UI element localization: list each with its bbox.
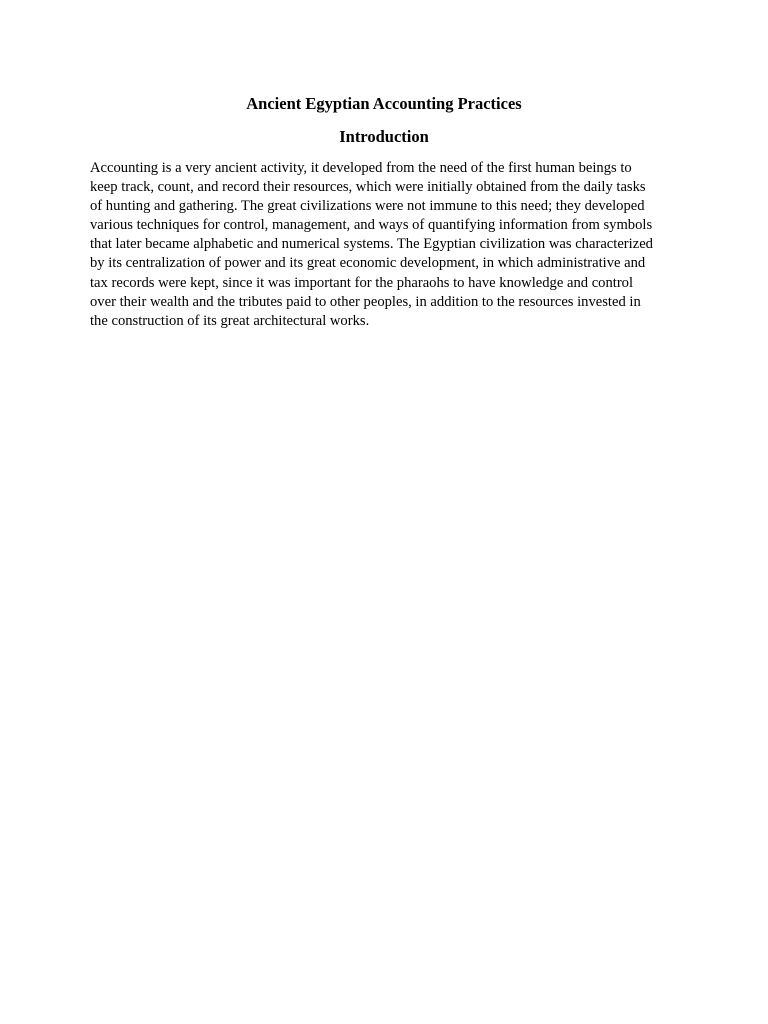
paragraph-line: of hunting and gathering. The great civilizations were not immune to this need; they developed	[90, 198, 645, 215]
paragraph-line: the construction of its great architectural works.	[90, 312, 370, 329]
paragraph-line: by its centralization of power and its great economic development, in which administrative and	[90, 255, 646, 272]
paragraph-line: over their wealth and the tributes paid to other peoples, in addition to the resources invested in	[90, 293, 641, 310]
introduction-paragraph	[90, 159, 680, 331]
paragraph-line: that later became alphabetic and numerical systems. The Egyptian civilization was characterized	[90, 236, 653, 253]
section-heading: Introduction	[339, 127, 429, 146]
document-title: Ancient Egyptian Accounting Practices	[246, 94, 522, 113]
paragraph-line: tax records were kept, since it was important for the pharaohs to have knowledge and control	[90, 274, 634, 291]
paragraph-line: keep track, count, and record their resources, which were initially obtained from the daily tasks	[90, 179, 646, 196]
paragraph-line: Accounting is a very ancient activity, it developed from the need of the first human beings to	[90, 160, 632, 176]
paragraph-line: various techniques for control, management, and ways of quantifying information from symbols	[90, 217, 653, 234]
